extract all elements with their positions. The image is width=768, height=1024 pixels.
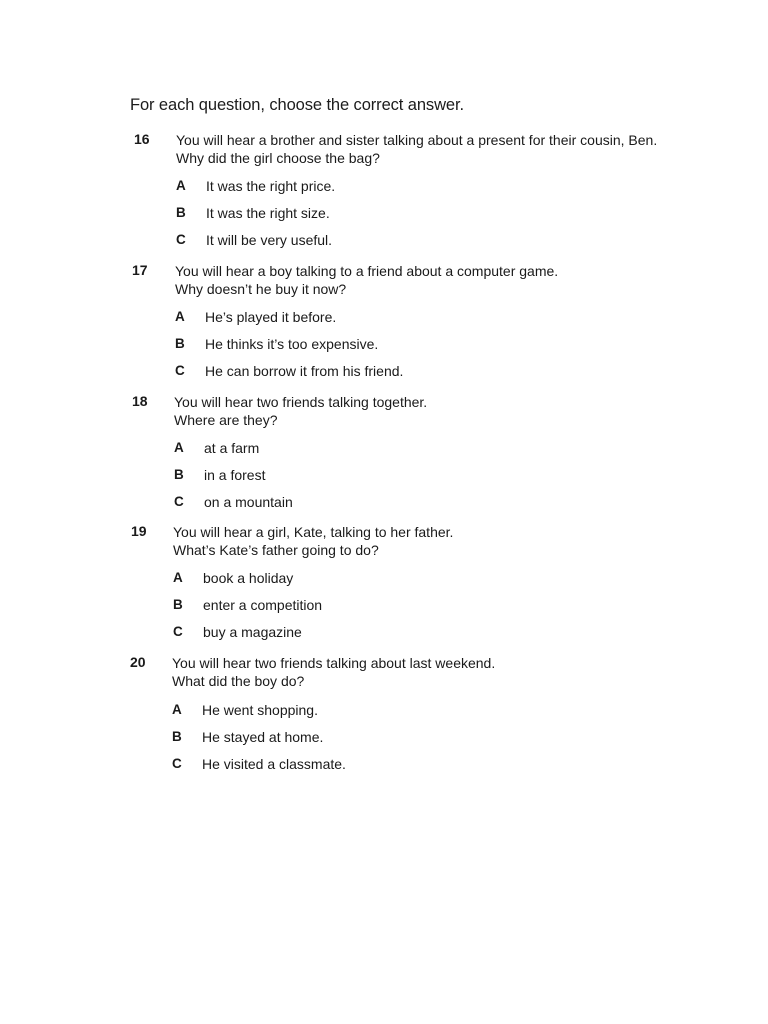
option-text: in a forest [204, 467, 266, 483]
option-letter: B [176, 205, 186, 220]
question-number: 20 [130, 654, 146, 670]
option-letter: C [172, 756, 182, 771]
question-line: What did the boy do? [172, 673, 305, 689]
question-text [175, 262, 558, 298]
option-letter: B [174, 467, 184, 482]
question-text [173, 523, 453, 559]
option-text: enter a competition [203, 597, 323, 613]
option-text: It will be very useful. [206, 232, 333, 248]
option-letter: A [172, 702, 182, 717]
option-letter: A [176, 178, 186, 193]
option-letter: A [174, 440, 184, 455]
question-line: Why did the girl choose the bag? [176, 150, 380, 166]
question-line: Where are they? [174, 412, 278, 428]
option-letter: C [175, 363, 185, 378]
option-letter: C [174, 494, 184, 509]
option-text: on a mountain [204, 494, 293, 510]
question-text [176, 131, 657, 167]
option-letter: B [175, 336, 185, 351]
question-line: You will hear two friends talking together. [174, 394, 428, 410]
question-number: 19 [131, 523, 147, 539]
option-text: He went shopping. [202, 702, 318, 718]
question-number: 16 [134, 131, 150, 147]
option-letter: B [173, 597, 183, 612]
question-line: You will hear a girl, Kate, talking to her father. [173, 524, 454, 540]
question-line: What’s Kate’s father going to do? [173, 542, 379, 558]
option-letter: B [172, 729, 182, 744]
option-text: He stayed at home. [202, 729, 324, 745]
question-line: You will hear two friends talking about last weekend. [172, 655, 496, 671]
option-text: buy a magazine [203, 624, 302, 640]
question-line: You will hear a boy talking to a friend about a computer game. [175, 263, 559, 279]
question-line: Why doesn’t he buy it now? [175, 281, 347, 297]
question-text [174, 393, 427, 429]
question-text [172, 654, 495, 690]
option-text: He can borrow it from his friend. [205, 363, 404, 379]
option-letter: A [175, 309, 185, 324]
option-text: at a farm [204, 440, 260, 456]
option-text: He visited a classmate. [202, 756, 346, 772]
option-letter: C [176, 232, 186, 247]
question-number: 17 [132, 262, 148, 278]
option-text: It was the right price. [206, 178, 336, 194]
option-text: It was the right size. [206, 205, 330, 221]
instruction-heading: For each question, choose the correct answer. [130, 96, 464, 114]
option-text: He’s played it before. [205, 309, 337, 325]
question-number: 18 [132, 393, 148, 409]
question-line: You will hear a brother and sister talking about a present for their cousin, Ben. [176, 132, 658, 148]
option-letter: C [173, 624, 183, 639]
option-text: He thinks it’s too expensive. [205, 336, 379, 352]
option-letter: A [173, 570, 183, 585]
option-text: book a holiday [203, 570, 294, 586]
